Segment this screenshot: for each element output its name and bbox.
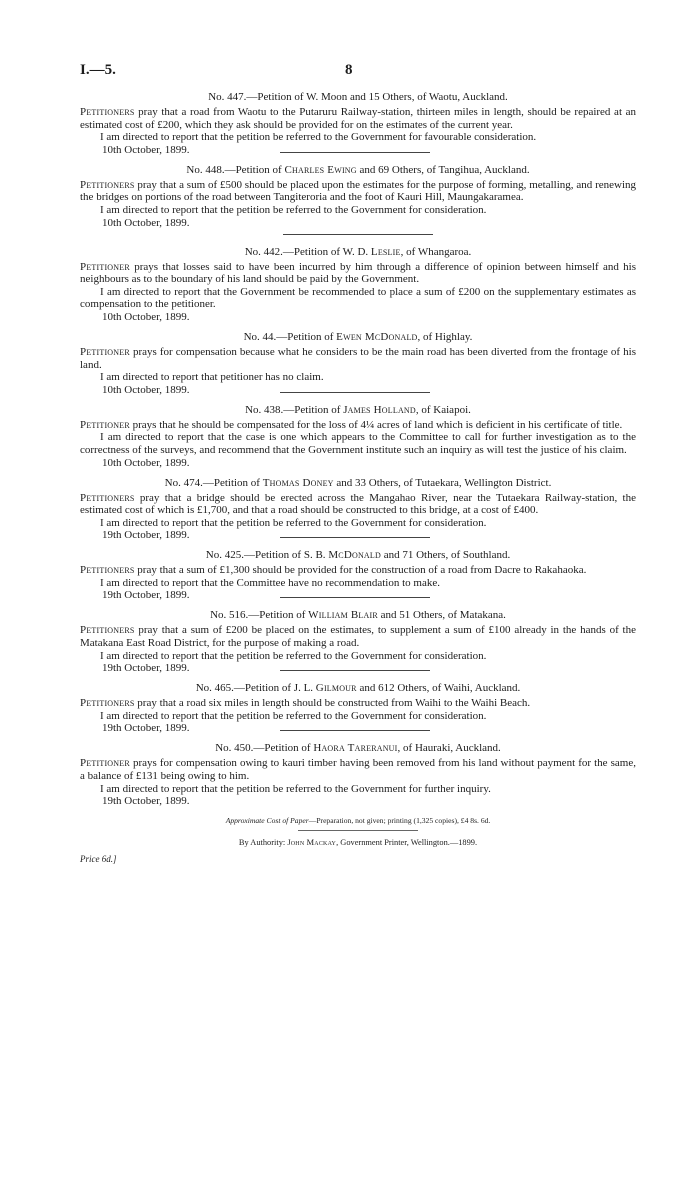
petition-entry xyxy=(80,330,636,397)
petitioner-name: Thomas Doney xyxy=(262,476,334,489)
petition-entry xyxy=(80,548,636,602)
petitioner-name: William Blair xyxy=(308,609,378,622)
report-date-row xyxy=(80,311,636,324)
report-date: 19th October, 1899. xyxy=(102,529,190,542)
petition-lead-word: Petitioners xyxy=(80,564,135,577)
cost-text: —Preparation, not given; printing (1,325 copies), £4 8s. 6d. xyxy=(308,816,491,826)
heading-text: and 612 Others, of Waihi, Auckland. xyxy=(356,682,521,695)
heading-text: and 51 Others, of Matakana. xyxy=(377,609,506,622)
heading-text: , of Hauraki, Auckland. xyxy=(397,742,501,755)
report-date: 10th October, 1899. xyxy=(102,216,190,229)
page-header xyxy=(80,62,636,90)
report-date: 10th October, 1899. xyxy=(102,143,190,156)
heading-text: No. 438.—Petition of xyxy=(245,403,344,416)
committee-report: I am directed to report that the Committee have no recommendation to make. xyxy=(100,576,440,589)
section-divider xyxy=(280,152,430,153)
report-date-row xyxy=(80,662,636,675)
petition-heading xyxy=(80,741,636,755)
authority-suffix: , Government Printer, Wellington.—1899. xyxy=(336,838,478,848)
petition-prayer: pray that a road from Waotu to the Putaruru Railway-station, thirteen miles in length, should be repaired at an estimated cost of £200, which they ask should be provided for on the estimates of the current year. xyxy=(80,106,636,131)
heading-text: No. 465.—Petition of J. L. xyxy=(195,682,316,695)
petition-lead-word: Petitioner xyxy=(80,260,130,273)
petition-heading xyxy=(80,403,636,417)
petition-heading xyxy=(80,548,636,562)
petition-lead-word: Petitioners xyxy=(80,624,135,637)
heading-text: No. 516.—Petition of xyxy=(210,609,309,622)
heading-text: , of Highlay. xyxy=(417,330,473,343)
committee-report: I am directed to report that the petition be referred to the Government for favourable consideration. xyxy=(100,131,537,144)
petition-lead-word: Petitioners xyxy=(80,106,135,118)
petition-heading xyxy=(80,476,636,490)
petition-heading xyxy=(80,163,636,177)
petition-body xyxy=(80,419,636,432)
petition-lead-word: Petitioners xyxy=(80,491,135,504)
committee-report: I am directed to report that the petition be referred to the Government for further inquiry. xyxy=(100,782,491,795)
petition-heading xyxy=(80,330,636,344)
committee-report: I am directed to report that the Government be recommended to place a sum of £200 on the supplementary estimates as compensation to the petitioner. xyxy=(80,285,636,311)
report-date-row xyxy=(80,529,636,542)
petition-prayer: prays that he should be compensated for the loss of 4¼ acres of land which is deficient in his certificate of title. xyxy=(129,418,623,431)
petition-prayer: pray that a sum of £500 should be placed upon the estimates for the purpose of forming, metalling, and renewing the bridges on portions of the road between Tangiteroria and the foot of Kauri Hill, Maungakaramea. xyxy=(80,178,636,204)
report-date: 19th October, 1899. xyxy=(102,795,190,808)
report-date-row xyxy=(80,144,636,157)
section-divider xyxy=(283,234,433,235)
report-date-row xyxy=(80,384,636,397)
petitioner-name: Gilmour xyxy=(315,682,357,695)
heading-text: No. 44.—Petition of xyxy=(243,330,337,343)
heading-text: and 69 Others, of Tangihua, Auckland. xyxy=(356,163,530,176)
petition-prayer: pray that a bridge should be erected across the Mangahao River, near the Tutaekara Railway-station, the estimated cost of which is £1,700, and that a road should be constructed to this bridge, at a cost of £400. xyxy=(80,491,636,517)
petition-entry xyxy=(80,90,636,157)
committee-report: I am directed to report that the case is one which appears to the Committee to call for further investigation as to the correctness of the surveys, and recommend that the Government institute such an inquiry as will test the justice of his claim. xyxy=(80,431,636,456)
heading-text: , of Kaiapoi. xyxy=(415,403,471,416)
section-divider xyxy=(280,392,430,393)
document-page xyxy=(80,62,636,1162)
section-divider xyxy=(280,730,430,731)
petition-heading xyxy=(80,681,636,695)
heading-text: and 71 Others, of Southland. xyxy=(380,549,511,562)
petition-body xyxy=(80,106,636,131)
cost-note xyxy=(80,816,636,826)
petition-body xyxy=(80,564,636,577)
petition-prayer: pray that a sum of £1,300 should be provided for the construction of a road from Dacre to Rakahaoka. xyxy=(134,564,587,577)
petition-body xyxy=(80,346,636,371)
document-reference: I.—5. xyxy=(80,62,116,78)
heading-text: No. 448.—Petition of xyxy=(186,163,285,176)
report-date-row xyxy=(80,722,636,735)
committee-report: I am directed to report that the petition be referred to the Government for consideration. xyxy=(100,203,487,216)
report-date-row xyxy=(80,457,636,470)
committee-report: I am directed to report that the petition be referred to the Government for consideration. xyxy=(100,649,487,662)
petitioner-name: Leslie xyxy=(370,245,401,258)
report-date: 19th October, 1899. xyxy=(102,722,190,735)
petitions-list xyxy=(80,90,636,808)
committee-report: I am directed to report that petitioner has no claim. xyxy=(100,371,324,384)
petition-body xyxy=(80,697,636,710)
petition-heading xyxy=(80,90,636,104)
petitioner-name: McDonald xyxy=(328,549,381,562)
petition-body xyxy=(80,492,636,517)
petition-lead-word: Petitioner xyxy=(80,345,130,358)
petition-prayer: prays for compensation because what he considers to be the main road has been diverted from the frontage of his land. xyxy=(80,345,636,371)
petition-prayer: prays that losses said to have been incurred by him through a difference of opinion between himself and his neighbours as to the boundary of his land should be paid by the Government. xyxy=(80,260,636,286)
printer-authority xyxy=(80,837,636,848)
petition-entry xyxy=(80,245,636,324)
petition-prayer: pray that a sum of £200 be placed on the estimates, to supplement a sum of £100 already in the hands of the Matakana East Road District, for the purpose of making a road. xyxy=(80,624,636,650)
petition-body xyxy=(80,261,636,286)
petition-prayer: prays for compensation owing to kauri timber having been removed from his land without payment for the same, a balance of £131 being owing to him. xyxy=(80,757,636,783)
petition-lead-word: Petitioner xyxy=(80,418,130,431)
report-date-row xyxy=(80,217,636,230)
authority-prefix: By Authority: xyxy=(238,838,288,848)
petition-body xyxy=(80,179,636,204)
cost-label: Approximate Cost of Paper xyxy=(225,816,309,826)
report-date-row xyxy=(80,795,636,808)
heading-text: No. 474.—Petition of xyxy=(164,476,263,489)
petition-entry xyxy=(80,476,636,543)
authority-name: John Mackay xyxy=(287,838,337,848)
petitioner-name: Charles Ewing xyxy=(284,163,357,176)
petition-prayer: pray that a road six miles in length should be constructed from Waihi to the Waihi Beach. xyxy=(134,697,531,710)
petition-entry xyxy=(80,681,636,735)
report-date: 10th October, 1899. xyxy=(102,310,190,323)
heading-text: No. 425.—Petition of S. B. xyxy=(205,549,329,562)
heading-text: No. 450.—Petition of xyxy=(215,742,314,755)
petition-heading xyxy=(80,245,636,259)
petition-entry xyxy=(80,608,636,675)
report-date: 19th October, 1899. xyxy=(102,662,190,675)
section-divider xyxy=(280,537,430,538)
petition-body xyxy=(80,757,636,782)
report-date: 10th October, 1899. xyxy=(102,456,190,469)
petition-entry xyxy=(80,163,636,235)
petition-lead-word: Petitioners xyxy=(80,697,135,710)
heading-text: and 33 Others, of Tutaekara, Wellington District. xyxy=(333,476,552,489)
petition-heading xyxy=(80,608,636,622)
section-divider xyxy=(280,597,430,598)
petition-body xyxy=(80,624,636,649)
report-date-row xyxy=(80,589,636,602)
report-date: 19th October, 1899. xyxy=(102,589,190,602)
petitioner-name: Haora Tareranui xyxy=(313,742,398,755)
price-note: Price 6d.] xyxy=(80,854,117,865)
committee-report: I am directed to report that the petition be referred to the Government for consideration. xyxy=(100,516,487,529)
heading-text: No. 447.—Petition of W. Moon and 15 Others, of Waotu, Auckland. xyxy=(208,91,508,103)
committee-report: I am directed to report that the petition be referred to the Government for consideration. xyxy=(100,709,487,722)
petition-lead-word: Petitioner xyxy=(80,757,130,770)
page-number: 8 xyxy=(345,62,353,78)
section-divider xyxy=(280,670,430,671)
footer-rule xyxy=(298,830,418,831)
petition-entry xyxy=(80,741,636,808)
report-date: 10th October, 1899. xyxy=(102,383,190,396)
heading-text: , of Whangaroa. xyxy=(400,245,472,258)
petitioner-name: James Holland xyxy=(343,403,416,416)
heading-text: No. 442.—Petition of W. D. xyxy=(244,245,371,258)
petition-entry xyxy=(80,403,636,470)
petitioner-name: Ewen McDonald xyxy=(336,330,418,343)
petition-lead-word: Petitioners xyxy=(80,178,135,191)
